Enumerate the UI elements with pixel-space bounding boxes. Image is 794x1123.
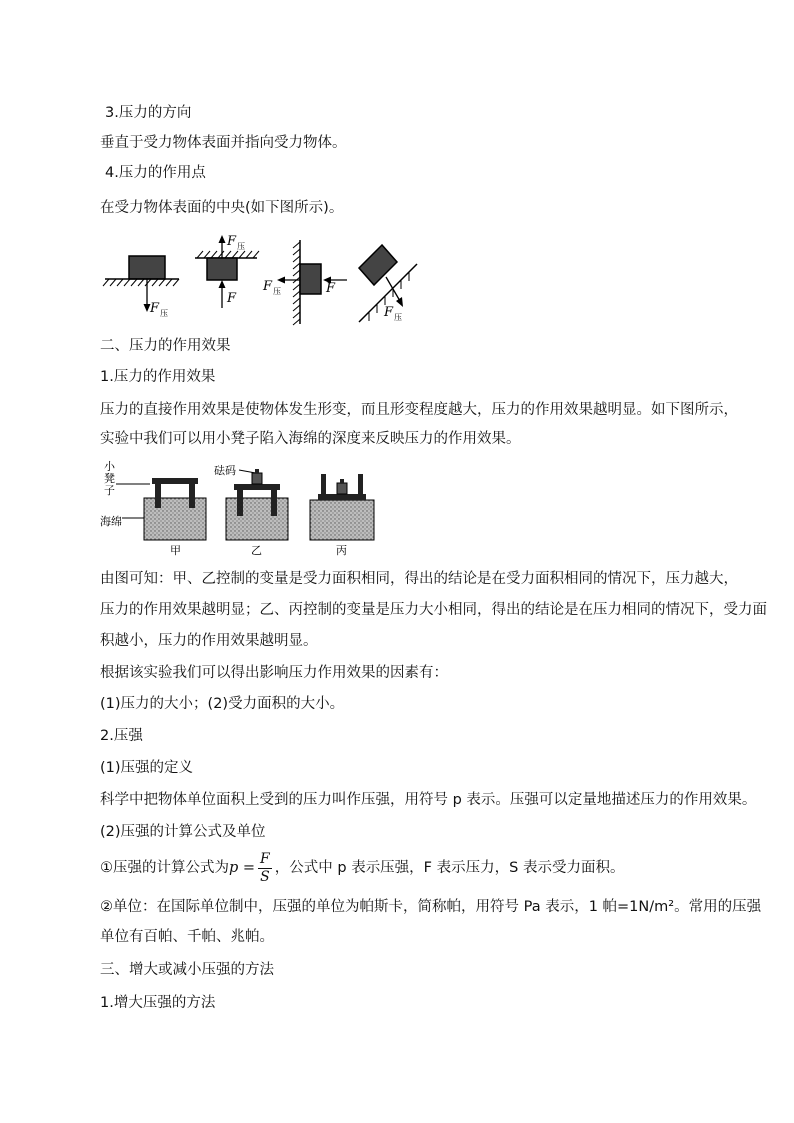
formula-lhs: p = <box>229 860 256 876</box>
heading-pressure-direction: 3.压力的方向 <box>105 105 192 121</box>
heading-point-of-action: 4.压力的作用点 <box>105 165 206 181</box>
force-label: F <box>326 281 336 296</box>
setup-yi <box>226 469 288 557</box>
diagram-block-on-floor <box>103 256 179 318</box>
paragraph-pressure-definition: 科学中把物体单位面积上受到的压力叫作压强，用符号 p 表示。压强可以定量地描述压力的作用效果。 <box>100 792 757 808</box>
setup-jia <box>144 478 206 557</box>
paragraph-unit-line2: 单位有百帕、千帕、兆帕。 <box>100 929 274 945</box>
heading-pressure-effect: 1.压力的作用效果 <box>100 369 216 385</box>
diagram-block-on-incline <box>359 245 417 322</box>
label-stool: 小 <box>104 460 115 473</box>
paragraph-effect-line1: 压力的直接作用效果是使物体发生形变，而且形变程度越大，压力的作用效果越明显。如下图所示， <box>100 402 738 418</box>
force-label: F <box>384 305 394 320</box>
force-label: F <box>227 234 237 249</box>
paragraph-conclusion-line2: 压力的作用效果越明显；乙、丙控制的变量是压力大小相同，得出的结论是在压力相同的情况下，受力面 <box>100 602 767 618</box>
formula-explanation: ，公式中 p 表示压强，F 表示压力，S 表示受力面积。 <box>274 860 625 876</box>
paragraph-factors-list: (1)压力的大小；(2)受力面积的大小。 <box>100 696 345 712</box>
label-weight: 砝码 <box>214 464 236 477</box>
formula-intro: ①压强的计算公式为 <box>100 860 229 876</box>
formula-denominator: S <box>260 868 270 885</box>
force-label: F <box>263 279 273 294</box>
paragraph-point-of-action: 在受力物体表面的中央(如下图所示)。 <box>100 200 344 216</box>
diagram-block-on-wall <box>262 240 347 325</box>
svg-text:子: 子 <box>104 484 115 497</box>
paragraph-effect-line2: 实验中我们可以用小凳子陷入海绵的深度来反映压力的作用效果。 <box>100 431 521 447</box>
formula-numerator: F <box>260 850 270 867</box>
paragraph-conclusion-line3: 积越小，压力的作用效果越明显。 <box>100 633 318 649</box>
svg-text:压: 压 <box>237 242 245 251</box>
paragraph-pressure-direction: 垂直于受力物体表面并指向受力物体。 <box>100 135 347 151</box>
section-heading-change-pressure: 三、增大或减小压强的方法 <box>100 962 274 978</box>
svg-text:压: 压 <box>160 309 168 318</box>
heading-pressure-formula: (2)压强的计算公式及单位 <box>100 824 266 840</box>
caption-yi: 乙 <box>251 544 262 557</box>
paragraph-pressure-formula <box>100 850 624 886</box>
svg-text:压: 压 <box>394 313 402 322</box>
pressure-force-diagrams <box>97 228 429 328</box>
paragraph-factors: 根据该实验我们可以得出影响压力作用效果的因素有： <box>100 665 448 681</box>
svg-text:凳: 凳 <box>104 472 115 485</box>
force-label: F <box>150 301 160 316</box>
heading-increase-pressure: 1.增大压强的方法 <box>100 995 216 1011</box>
section-heading-pressure-effect: 二、压力的作用效果 <box>100 338 231 354</box>
force-label: F <box>227 291 237 306</box>
paragraph-unit-line1: ②单位：在国际单位制中，压强的单位为帕斯卡，简称帕，用符号 Pa 表示，1 帕=1N/m²。常用的压强 <box>100 899 762 915</box>
formula-fraction <box>258 851 272 886</box>
label-sponge: 海绵 <box>100 515 122 528</box>
heading-pressure: 2.压强 <box>100 728 143 744</box>
sponge-stool-experiment <box>98 458 384 558</box>
paragraph-conclusion-line1: 由图可知：甲、乙控制的变量是受力面积相同，得出的结论是在受力面积相同的情况下，压力越大， <box>100 571 738 587</box>
svg-text:压: 压 <box>273 287 281 296</box>
caption-jia: 甲 <box>170 544 181 557</box>
caption-bing: 丙 <box>336 544 347 557</box>
setup-bing <box>310 474 374 557</box>
heading-pressure-definition: (1)压强的定义 <box>100 760 194 776</box>
diagram-block-on-ceiling <box>195 234 259 308</box>
